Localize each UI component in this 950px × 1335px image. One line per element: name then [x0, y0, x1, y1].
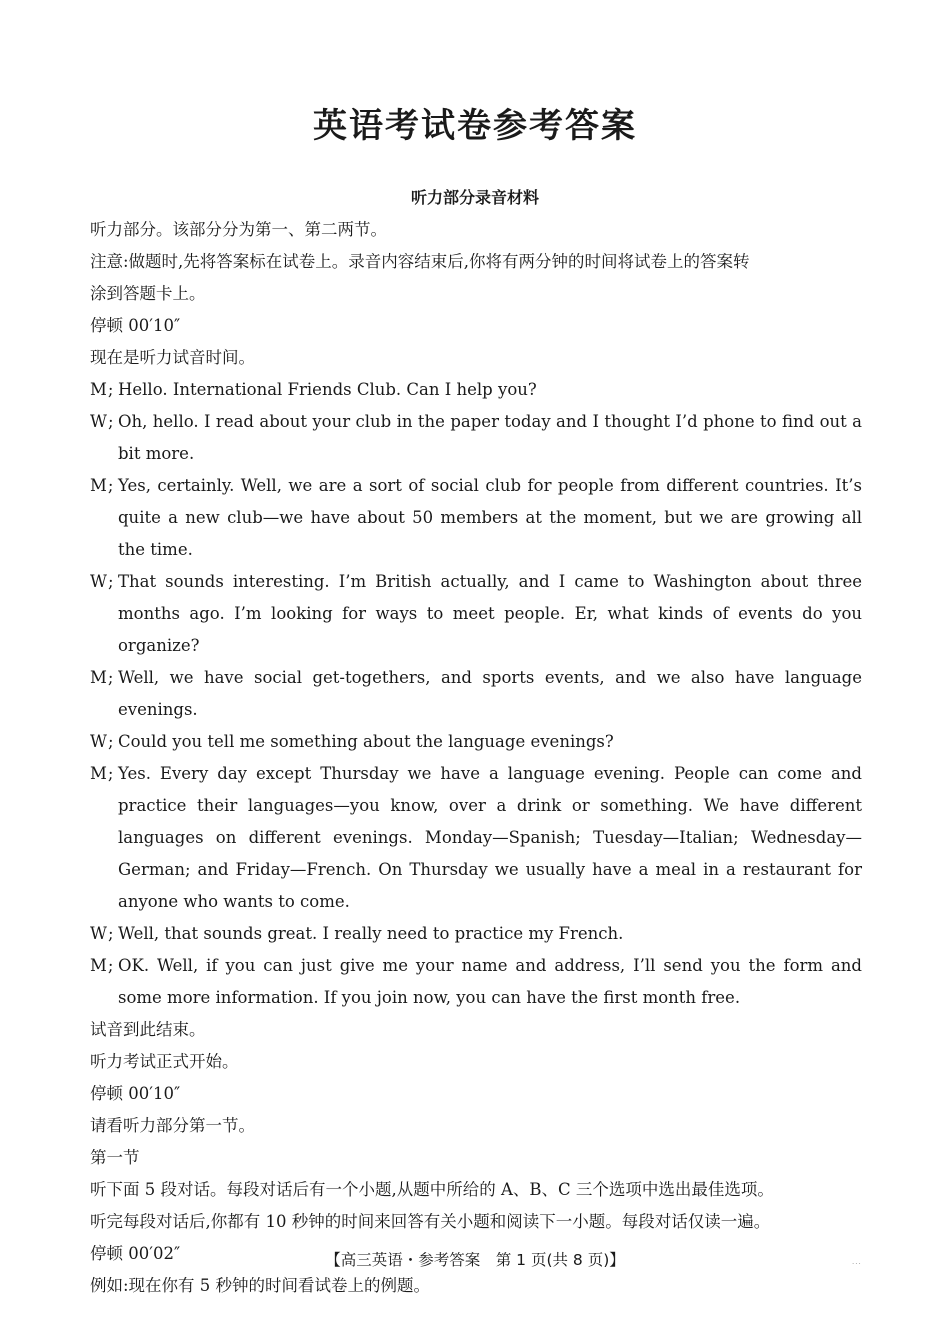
utterance-text: Yes, certainly. Well, we are a sort of social club for people from different countries. It’s quite a new club—we have about 50 members at the moment, but we are growing all the time. [118, 476, 862, 559]
speaker-label: M; [90, 476, 114, 495]
intro-line: 涂到答题卡上。 [90, 284, 206, 303]
utterance-text: Yes. Every day except Thursday we have a language evening. People can come and practice their languages—you know, over a drink or something. We have different languages on different evenings. Monday—Spanish; Tuesday—Italian; Wednesday—German; and Friday—French. On Thursday we usually have a meal in a restaurant for anyone who wants to come. [118, 764, 862, 911]
speaker-label: W; [90, 412, 114, 431]
dialogue-turn [90, 726, 862, 758]
instruction-line: 例如:现在你有 5 秒钟的时间看试卷上的例题。 [90, 1276, 431, 1295]
pause-line: 停顿 00′10″ [90, 1084, 181, 1103]
utterance-text: Hello. International Friends Club. Can I help you? [118, 380, 537, 399]
utterance-text: That sounds interesting. I’m British actually, and I came to Washington about three months ago. I’m looking for ways to meet people. Er, what kinds of events do you organize? [118, 572, 862, 655]
instruction-line: 请看听力部分第一节。 [90, 1116, 255, 1135]
intro-line: 注意:做题时,先将答案标在试卷上。录音内容结束后,你将有两分钟的时间将试卷上的答案转 [90, 252, 750, 271]
intro-line: 现在是听力试音时间。 [90, 348, 255, 367]
dialogue-turn [90, 950, 862, 1014]
speaker-label: W; [90, 924, 114, 943]
instruction-line: 听完每段对话后,你都有 10 秒钟的时间来回答有关小题和阅读下一小题。每段对话仅读一遍。 [90, 1212, 771, 1231]
utterance-text: Well, that sounds great. I really need to practice my French. [118, 924, 624, 943]
dialogue-turn [90, 406, 862, 470]
utterance-text: Oh, hello. I read about your club in the paper today and I thought I’d phone to find out a bit more. [118, 412, 862, 463]
speaker-label: W; [90, 572, 114, 591]
utterance-text: Well, we have social get-togethers, and sports events, and we also have language evenings. [118, 668, 862, 719]
speaker-label: M; [90, 668, 114, 687]
utterance-text: Could you tell me something about the language evenings? [118, 732, 614, 751]
instruction-line: 试音到此结束。 [90, 1020, 206, 1039]
dialogue-turn [90, 566, 862, 662]
corner-mark: ... [852, 1258, 862, 1266]
section-subtitle: 听力部分录音材料 [410, 188, 539, 207]
page-footer: 【高三英语・参考答案 第 1 页(共 8 页)】 [325, 1251, 625, 1269]
intro-line: 听力部分。该部分分为第一、第二两节。 [90, 220, 387, 239]
speaker-label: M; [90, 380, 114, 399]
instruction-line: 听下面 5 段对话。每段对话后有一个小题,从题中所给的 A、B、C 三个选项中选出最佳选项。 [90, 1180, 774, 1199]
dialogue-turn [90, 758, 862, 918]
speaker-label: M; [90, 764, 114, 783]
transcript-body [90, 214, 862, 1302]
dialogue-turn [90, 374, 862, 406]
instruction-line: 听力考试正式开始。 [90, 1052, 239, 1071]
dialogue-turn [90, 470, 862, 566]
utterance-text: OK. Well, if you can just give me your name and address, I’ll send you the form and some more information. If you join now, you can have the first month free. [118, 956, 862, 1007]
dialogue-turn [90, 918, 862, 950]
dialogue-turn [90, 662, 862, 726]
pause-line: 停顿 00′10″ [90, 316, 181, 335]
speaker-label: M; [90, 956, 114, 975]
pause-line: 停顿 00′02″ [90, 1244, 181, 1263]
speaker-label: W; [90, 732, 114, 751]
section-heading: 第一节 [90, 1148, 140, 1167]
document-title: 英语考试卷参考答案 [313, 106, 637, 146]
